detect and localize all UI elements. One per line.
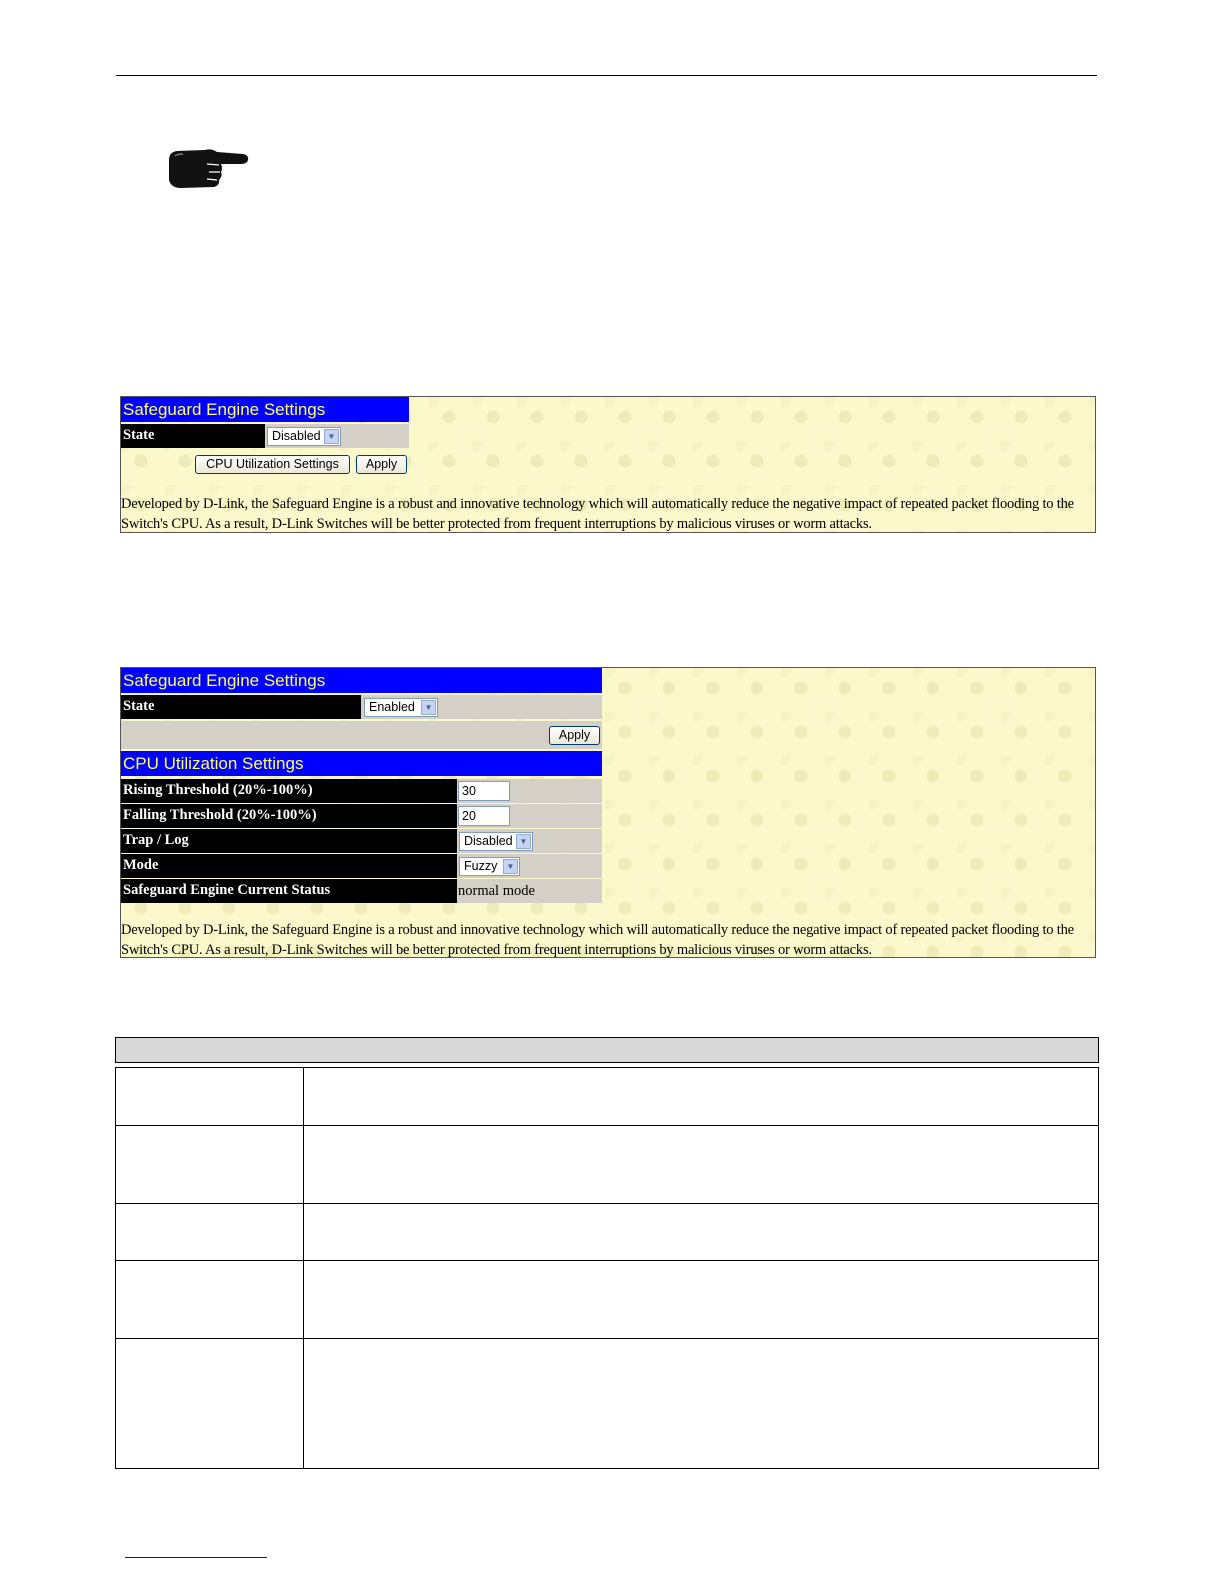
parameter-table-header — [115, 1037, 1099, 1063]
apply-button[interactable]: Apply — [549, 726, 600, 745]
description-line-2: Switch's CPU. As a result, D-Link Switches will be better protected from frequent interruptions by malicious viruses or worm attacks. — [121, 516, 872, 532]
description-cell — [304, 1126, 1099, 1204]
table-row — [116, 1204, 1099, 1261]
table-row — [116, 1261, 1099, 1339]
cpu-utilization-settings-button[interactable]: CPU Utilization Settings — [195, 455, 350, 474]
chevron-down-icon: ▼ — [421, 700, 436, 715]
cpu-utilization-title: CPU Utilization Settings — [121, 751, 602, 776]
description-cell — [304, 1261, 1099, 1339]
description-line-1: Developed by D-Link, the Safeguard Engine is a robust and innovative technology which will automatically reduce the negative impact of repeated packet flooding to the — [121, 922, 1074, 938]
mode-select[interactable] — [459, 857, 520, 876]
parameter-table — [115, 1067, 1099, 1469]
table-row — [116, 1339, 1099, 1469]
description-line-1: Developed by D-Link, the Safeguard Engine is a robust and innovative technology which will automatically reduce the negative impact of repeated packet flooding to the — [121, 496, 1074, 512]
trap-log-select-value: Disabled — [464, 834, 513, 848]
state-select[interactable] — [364, 698, 438, 717]
apply-button[interactable]: Apply — [356, 455, 407, 474]
parameter-cell — [116, 1339, 304, 1469]
safeguard-panel-enabled — [120, 667, 1096, 958]
current-status-value: normal mode — [458, 883, 535, 899]
apply-row — [121, 721, 602, 749]
mode-select-value: Fuzzy — [464, 859, 498, 873]
current-status-label: Safeguard Engine Current Status — [121, 879, 457, 903]
trap-log-select[interactable] — [459, 832, 533, 851]
rising-threshold-label: Rising Threshold (20%-100%) — [121, 779, 457, 803]
description-line-2: Switch's CPU. As a result, D-Link Switches will be better protected from frequent interruptions by malicious viruses or worm attacks. — [121, 942, 872, 958]
state-select-value: Disabled — [272, 429, 321, 443]
state-select[interactable] — [267, 427, 341, 446]
falling-threshold-input[interactable]: 20 — [458, 806, 510, 826]
table-row — [116, 1126, 1099, 1204]
falling-threshold-label: Falling Threshold (20%-100%) — [121, 804, 457, 828]
trap-log-label: Trap / Log — [121, 829, 457, 853]
safeguard-panel-disabled — [120, 396, 1096, 533]
state-label: State — [121, 424, 265, 448]
chevron-down-icon: ▼ — [324, 429, 339, 444]
mode-label: Mode — [121, 854, 457, 878]
state-label: State — [121, 695, 361, 719]
parameter-cell — [116, 1068, 304, 1126]
panel-title: Safeguard Engine Settings — [121, 397, 409, 422]
description-cell — [304, 1339, 1099, 1469]
state-select-value: Enabled — [369, 700, 415, 714]
parameter-cell — [116, 1261, 304, 1339]
description-cell — [304, 1068, 1099, 1126]
pointing-hand-icon — [165, 146, 251, 192]
description-cell — [304, 1204, 1099, 1261]
chevron-down-icon: ▼ — [516, 834, 531, 849]
rising-threshold-input[interactable]: 30 — [458, 781, 510, 801]
parameter-cell — [116, 1204, 304, 1261]
header-rule — [116, 75, 1097, 76]
parameter-cell — [116, 1126, 304, 1204]
chevron-down-icon: ▼ — [503, 859, 518, 874]
panel-title: Safeguard Engine Settings — [121, 668, 602, 693]
table-row — [116, 1068, 1099, 1126]
footer-link-underline — [125, 1557, 267, 1558]
